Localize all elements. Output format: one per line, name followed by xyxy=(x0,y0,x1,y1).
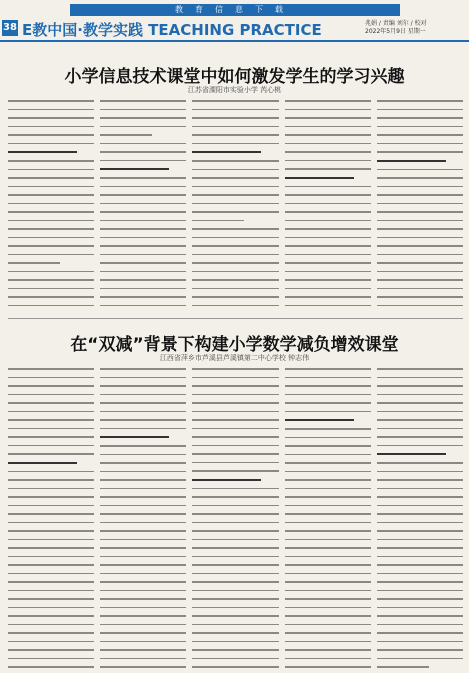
article1-col-4 xyxy=(285,100,371,312)
section-title: E教中国·教学实践 TEACHING PRACTICE xyxy=(22,21,322,39)
article2-title: 在“双减”背景下构建小学数学减负增效课堂 xyxy=(70,335,399,355)
article1-col-1 xyxy=(8,100,94,312)
page-header xyxy=(0,0,469,44)
article2-col-2 xyxy=(100,368,186,668)
article2-col-3 xyxy=(192,368,278,668)
article2-col-5 xyxy=(377,368,463,668)
date-line: 2022年5月9日 星期一 xyxy=(365,28,426,35)
header-rule xyxy=(0,40,469,42)
article2-col-4 xyxy=(285,368,371,668)
editor-line: 兆娟 / 责编 刘尔 / 校对 xyxy=(365,20,427,27)
issue-meta xyxy=(365,20,427,36)
masthead: 教育信息下载 xyxy=(70,4,400,16)
article1-col-3 xyxy=(192,100,278,312)
article1-body xyxy=(8,100,463,312)
article1-title: 小学信息技术课堂中如何激发学生的学习兴趣 xyxy=(64,67,405,87)
article-divider xyxy=(8,318,463,319)
article2-body xyxy=(8,368,463,668)
article1-col-2 xyxy=(100,100,186,312)
article2-col-1 xyxy=(8,368,94,668)
article2-author: 江西省萍乡市芦溪县芦溪镇第二中心学校 钟志伟 xyxy=(159,354,310,362)
page-number: 38 xyxy=(2,20,18,36)
article1-col-5 xyxy=(377,100,463,312)
article1-author: 江苏省溧阳市实验小学 芮心桃 xyxy=(187,86,282,94)
